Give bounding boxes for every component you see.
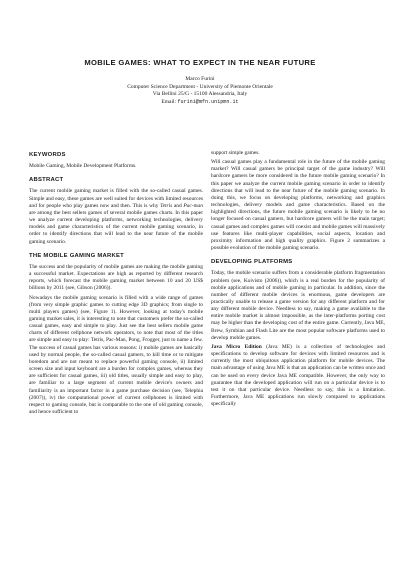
- right-paragraph-top: support simple games.: [211, 150, 260, 156]
- developing-paragraph-1: Today, the mobile scenario suffers from a considerable platform fragmentation problem (see, Koivisto (2006)), which is a real burden for the popularity of mobile applications and of mobile gaming in particular. In addition, since the number of different mobile devices is enormous, game developers are practically unable to release a game version for any different platform and for any different mobile device. Needless to say, making a game available to the entire mobile market is almost impossible, as the inter-platforms porting cost may be higher than the developing cost of the entire game. Currently, Java ME, Brew, Symbian and Flash Lite are the most popular software platforms used to develop mobile games.: [211, 270, 385, 341]
- author-email[interactable]: furini@mfn.unipmn.it: [177, 98, 239, 105]
- author-email-label: Email:: [161, 98, 177, 105]
- market-paragraph-2: Nowadays the mobile gaming scenario is filled with a wide range of games (from very simple graphic games to cutting edge 3D graphics; from single to multi players games) (see, Figure 1). However, looking at today's mobile gaming market sales, it is interesting to note that customers prefer the so-called casual games, easy and simple to play. Just see the best sellers mobile game charts of different cellphone network operators, to note that most of the titles are simple and easy to play: Tetris, Pac-Man, Pong, Frogger, just to name a few. The success of casual games has various reasons: i) mobile games are basically used by normal people, the so-called casual gamers, to kill time or to mitigate boredom and are not meant to replace powerful gaming console, ii) limited screen size and input keyboard are a burden for complex games, whereas they are sufficient for casual games, iii) old titles, usually simple and easy to play, are familiar to a large segment of current mobile device's owners and familiarity is an important factor in a game purchase decision (see, Telephia (2007)), iv) the computational power of current cellphones is limited with respect to gaming console, but is comparable to the one of old gaming console, and hence sufficient to: [29, 294, 203, 415]
- keywords-heading: KEYWORDS: [29, 152, 66, 158]
- developing-heading: DEVELOPING PLATFORMS: [211, 259, 293, 266]
- java-me-inline-heading: Java Micro Edition: [211, 343, 262, 350]
- right-column: [211, 150, 385, 410]
- market-heading: THE MOBILE GAMING MARKET: [29, 252, 125, 259]
- abstract-heading: ABSTRACT: [29, 177, 64, 184]
- developing-paragraph-2: Java Micro Edition (Java ME) is a collection of technologies and specifications to develop software for devices with limited resources and is currently the most ubiquitous application platform for mobile devices. The main advantage of using Java ME is that an application can be written once and can be used on every device Java ME compatible. However, the only way to guarantee that the developed application will run on a particular device is to test it on that particular device. Needless to say, this is a limitation. Furthermore, Java ME applications run slowly compared to applications specifically: [211, 343, 385, 408]
- keywords-text: Mobile Gaming, Mobile Development Platforms.: [29, 163, 137, 170]
- paper-title: MOBILE GAMES: WHAT TO EXPECT IN THE NEAR FUTURE: [84, 58, 316, 67]
- author-name: Marco Furini: [185, 76, 215, 82]
- right-paragraph-1: Will casual games play a fundamental role in the future of the mobile gaming market? Will casual gamers be principal target of the game industry? Will hardcore gamers be more considered in the future mobile gaming scenario? In this paper we analyze the current mobile gaming scenario in order to identify directions that will lead to the near future of the mobile gaming scenario. In doing this, we focus on developing platforms, networking and graphics technologies, delivery models and game characteristics. Based on the highlighted directions, the future mobile gaming scenario is likely to be no longer focused on casual gamers, but hardcore gamers will be the main target; casual games and complex games will coexist and mobile games will massively use features like multi-player capabilities, social aspects, location and proximity information and high quality graphics. Figure 2 summarizes a possible evolution of the mobile gaming scenario.: [211, 159, 385, 252]
- left-column: [29, 152, 203, 418]
- author-address: Via Bellini 25/G - 15100 Alessandria, Italy: [152, 91, 248, 98]
- abstract-paragraph: The current mobile gaming market is filled with the so-called casual games. Simple and easy, these games are well suited for devices with limited resources and for people who play games now and then. This is why Tetris and Pac-man are among the best sellers games of several mobile games charts. In this paper we analyze current developing platforms, networking technologies, delivery models and game characteristics of the current mobile gaming scenario, in order to identify directions that will lead to the near future of the mobile gaming scenario.: [29, 188, 203, 245]
- author-email-line: [0, 99, 400, 107]
- market-paragraph-1: The success and the popularity of mobile games are making the mobile gaming a successful market. Expectations are high as reported by different research reports, which forecast the mobile gaming market between 10 and 20 US$ billions by 2011 (see, Gibson (2006)).: [29, 263, 203, 292]
- author-affiliation: Computer Science Department - University of Piemonte Orientale: [127, 83, 273, 90]
- author-block: [0, 76, 400, 106]
